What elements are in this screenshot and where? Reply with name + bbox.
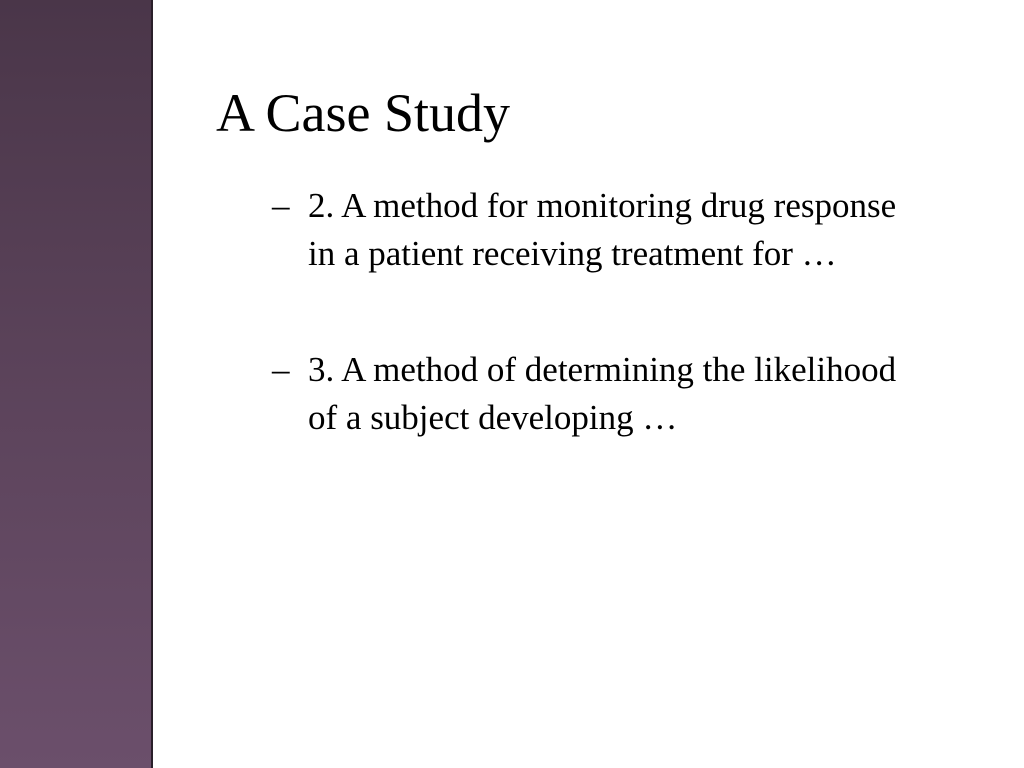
bullet-text: 2. A method for monitoring drug response in a patient receiving treatment for … [308, 186, 897, 273]
decorative-side-band [0, 0, 153, 768]
bullet-text: 3. A method of determining the likelihood of a subject developing … [308, 350, 897, 437]
slide-title: A Case Study [216, 83, 511, 143]
bullet-dash-marker: – [272, 350, 290, 389]
bullet-list [272, 182, 912, 510]
bullet-dash-marker: – [272, 186, 290, 225]
bullet-item [272, 182, 912, 278]
bullet-item [272, 346, 912, 442]
